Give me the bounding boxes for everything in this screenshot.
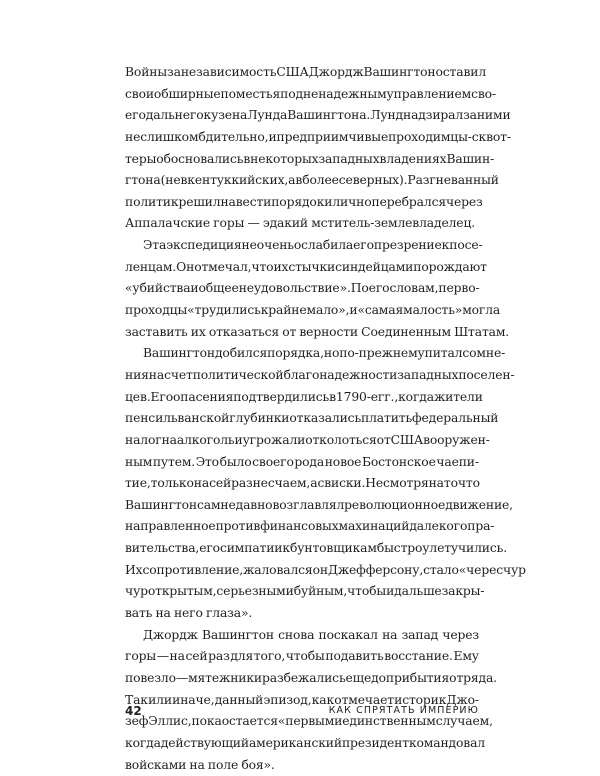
- text-line: [125, 105, 479, 127]
- word: экспедиция: [166, 235, 241, 257]
- word: как: [312, 690, 334, 712]
- word: Несмотря: [365, 473, 428, 495]
- text-line: [125, 365, 479, 387]
- word: и: [268, 127, 276, 149]
- word: глаза».: [206, 603, 252, 625]
- word: командовал: [409, 733, 485, 755]
- word: прибытия: [386, 668, 449, 690]
- word: свои: [125, 84, 154, 106]
- word: кентуккийских,: [187, 170, 288, 192]
- word: «трудились: [187, 300, 261, 322]
- word: в: [243, 149, 250, 171]
- text-line: [125, 473, 479, 495]
- word: их: [191, 322, 206, 344]
- word: снова: [278, 625, 314, 647]
- word: Джефферсону,: [328, 560, 423, 582]
- text-line: [125, 668, 479, 690]
- word: сам: [197, 495, 220, 517]
- word: виски.: [324, 473, 365, 495]
- word: на: [189, 755, 204, 776]
- paragraph-first-line: [125, 625, 479, 647]
- word: то: [444, 473, 458, 495]
- word: его: [199, 538, 220, 560]
- word: политик: [125, 192, 178, 214]
- word: —: [247, 213, 259, 235]
- word: под: [280, 84, 303, 106]
- word: новое: [325, 452, 362, 474]
- word: западных: [318, 149, 379, 171]
- word: до: [371, 668, 386, 690]
- word: на: [155, 603, 170, 625]
- word: или: [148, 690, 172, 712]
- word: раз: [231, 473, 253, 495]
- word: «убийства: [125, 278, 190, 300]
- word: более: [302, 170, 339, 192]
- page-footer: [125, 703, 479, 719]
- word: против: [216, 516, 261, 538]
- text-line: [125, 127, 479, 149]
- word: сопротивление,: [142, 560, 243, 582]
- word: повезло: [125, 668, 176, 690]
- word: сомне-: [462, 343, 505, 365]
- word: запад: [402, 625, 439, 647]
- text-line: [125, 603, 479, 625]
- word: ным: [125, 452, 152, 474]
- text-line: [125, 495, 479, 517]
- word: того,: [254, 646, 285, 668]
- text-line: [125, 516, 479, 538]
- word: порождают: [413, 257, 487, 279]
- word: отказаться: [209, 322, 279, 344]
- word: восстание.: [384, 646, 453, 668]
- word: сей: [209, 473, 231, 495]
- word: словам,: [389, 278, 438, 300]
- word: проходцы: [125, 300, 187, 322]
- word: единственным: [342, 711, 435, 733]
- word: остается: [222, 711, 278, 733]
- word: порядка,: [267, 343, 324, 365]
- word: на: [382, 625, 397, 647]
- word: отмечает: [334, 690, 394, 712]
- word: благонадежности: [283, 365, 397, 387]
- word: Джо-: [447, 690, 479, 712]
- word: Вашингтона.: [287, 105, 370, 127]
- word: через: [442, 625, 479, 647]
- word: отказались: [289, 408, 361, 430]
- word: чаем,: [275, 473, 311, 495]
- word: не: [125, 127, 140, 149]
- word: Джордж: [309, 62, 364, 84]
- word: его: [353, 235, 374, 257]
- word: навести: [220, 192, 271, 214]
- word: тие,: [125, 473, 151, 495]
- word: Вашингтон: [202, 625, 274, 647]
- word: сво-: [471, 84, 496, 106]
- word: заставить: [125, 322, 188, 344]
- word: питал: [425, 343, 463, 365]
- word: на: [162, 430, 177, 452]
- word: зеф: [125, 711, 148, 733]
- word: гтона: [125, 170, 161, 192]
- word: западных: [397, 365, 458, 387]
- word: предприимчивые: [277, 127, 389, 149]
- word: очень: [257, 235, 294, 257]
- text-line: [125, 733, 479, 755]
- word: США: [276, 62, 308, 84]
- word: финансовых: [260, 516, 338, 538]
- word: бдительно,: [198, 127, 268, 149]
- word: отряда.: [449, 668, 497, 690]
- word: вительства,: [125, 538, 199, 560]
- word: отмечал,: [194, 257, 251, 279]
- word: направленное: [125, 516, 216, 538]
- word: раз: [208, 646, 230, 668]
- word: поле: [208, 755, 238, 776]
- running-title: КАК СПРЯТАТЬ ИМПЕРИЮ: [329, 703, 479, 719]
- word: к: [282, 538, 290, 560]
- word: Вашингтон: [143, 343, 215, 365]
- word: революционное: [344, 495, 445, 517]
- word: Лунд: [370, 105, 403, 127]
- text-line: [125, 84, 479, 106]
- word: мятежники: [188, 668, 262, 690]
- text-line: [125, 646, 479, 668]
- word: на: [170, 646, 185, 668]
- word: По: [351, 278, 369, 300]
- word: открытым,: [148, 581, 217, 603]
- word: за: [463, 105, 477, 127]
- word: с: [268, 473, 275, 495]
- word: проходимцы-сквот-: [388, 127, 511, 149]
- word: насчет: [149, 365, 193, 387]
- word: алкоголь: [177, 430, 235, 452]
- word: северных).: [339, 170, 408, 192]
- word: закры-: [442, 581, 485, 603]
- word: и: [234, 430, 242, 452]
- word: серьезным: [216, 581, 285, 603]
- text-line: [125, 430, 479, 452]
- word: Вашин-: [446, 149, 494, 171]
- word: посе-: [449, 235, 482, 257]
- word: и: [190, 278, 198, 300]
- word: действующий: [161, 733, 249, 755]
- word: данный: [215, 690, 264, 712]
- word: поселен-: [458, 365, 514, 387]
- word: быстро: [377, 538, 422, 560]
- word: в: [329, 387, 336, 409]
- text-line: [125, 278, 479, 300]
- word: их: [273, 257, 288, 279]
- paragraph-first-line: [125, 235, 479, 257]
- word: слишком: [140, 127, 198, 149]
- word: президент: [342, 733, 409, 755]
- word: Ему: [453, 646, 478, 668]
- word: случаем,: [436, 711, 493, 733]
- word: Соединенным: [361, 322, 451, 344]
- word: чтобы: [286, 646, 325, 668]
- word: глубинки: [229, 408, 289, 430]
- word: цев.: [125, 387, 151, 409]
- word: в: [295, 170, 302, 192]
- text-line: [125, 170, 479, 192]
- word: Их: [125, 560, 142, 582]
- word: стычки: [288, 257, 335, 279]
- word: поскакал: [319, 625, 378, 647]
- word: еще: [346, 668, 372, 690]
- word: платить: [361, 408, 412, 430]
- word: буйным,: [294, 581, 347, 603]
- word: пенсильванской: [125, 408, 229, 430]
- word: мститель-землевладелец.: [311, 213, 475, 235]
- word: жаловался: [243, 560, 313, 582]
- word: поместья: [221, 84, 281, 106]
- word: и: [334, 711, 342, 733]
- text-line: [125, 62, 479, 84]
- text-line: [125, 213, 479, 235]
- word: федеральный: [412, 408, 498, 430]
- word: налог: [125, 430, 162, 452]
- word: общее: [198, 278, 238, 300]
- word: Это: [196, 452, 219, 474]
- word: «первым: [278, 711, 334, 733]
- word: обосновались: [156, 149, 243, 171]
- word: ослабила: [294, 235, 353, 257]
- word: чаепи-: [436, 452, 479, 474]
- text-line: [125, 560, 479, 582]
- word: и: [349, 300, 357, 322]
- word: теры: [125, 149, 156, 171]
- text-line: [125, 192, 479, 214]
- word: Аппалачские: [125, 213, 210, 235]
- word: стало: [423, 560, 459, 582]
- paragraph-first-line: [125, 343, 479, 365]
- word: 1790-е: [336, 387, 378, 409]
- word: неудовольствие».: [239, 278, 351, 300]
- text-line: [125, 538, 479, 560]
- word: горы: [125, 646, 156, 668]
- word: оставил: [436, 62, 487, 84]
- word: его: [125, 105, 146, 127]
- word: на: [429, 473, 444, 495]
- word: когда: [398, 387, 434, 409]
- word: пра-: [467, 516, 494, 538]
- word: Бостонское: [362, 452, 436, 474]
- text-line: [125, 300, 479, 322]
- word: —: [157, 646, 169, 668]
- word: индейцами: [342, 257, 413, 279]
- word: вооружен-: [423, 430, 490, 452]
- word: движение,: [445, 495, 513, 517]
- word: ненадежным: [303, 84, 387, 106]
- word: не: [242, 235, 257, 257]
- text-line: [125, 257, 479, 279]
- word: обширные: [154, 84, 221, 106]
- word: за: [167, 62, 181, 84]
- word: могла: [462, 300, 500, 322]
- word: малость»: [403, 300, 462, 322]
- word: подтвердились: [233, 387, 329, 409]
- word: Лунда: [247, 105, 287, 127]
- word: него: [174, 603, 203, 625]
- text-line: [125, 149, 479, 171]
- word: горы: [213, 213, 244, 235]
- word: а: [310, 473, 317, 495]
- word: ними: [477, 105, 511, 127]
- word: надзирал: [403, 105, 463, 127]
- word: (не: [161, 170, 181, 192]
- word: только: [151, 473, 194, 495]
- word: на: [194, 473, 209, 495]
- word: было: [220, 452, 252, 474]
- word: Так: [125, 690, 148, 712]
- text-line: [125, 408, 479, 430]
- word: историк: [394, 690, 446, 712]
- word: независимость: [181, 62, 277, 84]
- word: но: [324, 343, 339, 365]
- word: эдакий: [263, 213, 308, 235]
- word: Вашингтон: [125, 495, 197, 517]
- word: когда: [125, 733, 161, 755]
- word: американский: [249, 733, 342, 755]
- word: кузена: [204, 105, 248, 127]
- word: Он: [176, 257, 194, 279]
- word: перво-: [438, 278, 479, 300]
- word: владениях: [380, 149, 447, 171]
- word: пока: [192, 711, 222, 733]
- word: «самая: [357, 300, 403, 322]
- word: верности: [299, 322, 358, 344]
- word: США: [391, 430, 423, 452]
- word: Его: [151, 387, 173, 409]
- word: недавно: [220, 495, 272, 517]
- word: и: [286, 581, 294, 603]
- word: по-прежнему: [339, 343, 424, 365]
- text-line: [125, 755, 479, 776]
- word: эпизод,: [263, 690, 311, 712]
- word: подавить: [325, 646, 383, 668]
- word: в: [180, 170, 187, 192]
- word: путем.: [153, 452, 195, 474]
- word: возглавлял: [272, 495, 344, 517]
- word: чтобы: [347, 581, 386, 603]
- word: Вашингтон: [364, 62, 436, 84]
- word: для: [230, 646, 253, 668]
- text-line: [125, 581, 479, 603]
- word: гг.,: [378, 387, 398, 409]
- word: добился: [215, 343, 267, 365]
- word: к: [442, 235, 450, 257]
- word: симпатии: [220, 538, 282, 560]
- word: ния: [125, 365, 149, 387]
- word: дальше: [394, 581, 441, 603]
- word: отколоться: [305, 430, 376, 452]
- word: разбежались: [262, 668, 346, 690]
- word: Джордж: [143, 625, 198, 647]
- word: «чересчур: [459, 560, 526, 582]
- word: управлением: [387, 84, 472, 106]
- word: войсками: [125, 755, 186, 776]
- word: что: [251, 257, 273, 279]
- word: Войны: [125, 62, 167, 84]
- word: жители: [434, 387, 483, 409]
- word: от: [282, 322, 296, 344]
- word: что: [458, 473, 480, 495]
- body-text: [125, 62, 479, 776]
- text-line: [125, 322, 479, 344]
- word: решил: [178, 192, 220, 214]
- word: вать: [125, 603, 152, 625]
- word: мало»,: [307, 300, 350, 322]
- word: презрение: [374, 235, 442, 257]
- word: и: [386, 581, 394, 603]
- word: от: [377, 430, 391, 452]
- page-number: 42: [125, 703, 142, 719]
- word: сей: [186, 646, 208, 668]
- word: рода: [294, 452, 324, 474]
- word: не: [253, 473, 268, 495]
- word: махинаций: [339, 516, 410, 538]
- text-line: [125, 452, 479, 474]
- word: Разгневанный: [407, 170, 498, 192]
- word: порядок: [271, 192, 324, 214]
- word: а: [288, 170, 295, 192]
- word: некоторых: [250, 149, 318, 171]
- word: Эллис,: [148, 711, 191, 733]
- word: политической: [193, 365, 284, 387]
- word: Штатам.: [454, 322, 509, 344]
- word: опасения: [173, 387, 233, 409]
- word: и: [324, 192, 332, 214]
- word: далекого: [409, 516, 467, 538]
- word: своего: [252, 452, 294, 474]
- word: ленцам.: [125, 257, 176, 279]
- word: чур: [125, 581, 148, 603]
- word: его: [369, 278, 390, 300]
- word: крайне: [261, 300, 307, 322]
- word: лично: [332, 192, 371, 214]
- word: угрожали: [243, 430, 306, 452]
- word: бунтовщикам: [290, 538, 377, 560]
- word: он: [313, 560, 328, 582]
- word: улетучились.: [422, 538, 507, 560]
- word: дальнего: [146, 105, 204, 127]
- word: иначе,: [172, 690, 214, 712]
- text-line: [125, 387, 479, 409]
- word: через: [446, 192, 483, 214]
- word: перебрался: [372, 192, 446, 214]
- word: с: [317, 473, 324, 495]
- word: —: [176, 668, 188, 690]
- word: с: [335, 257, 342, 279]
- word: боя».: [241, 755, 274, 776]
- word: Эта: [143, 235, 166, 257]
